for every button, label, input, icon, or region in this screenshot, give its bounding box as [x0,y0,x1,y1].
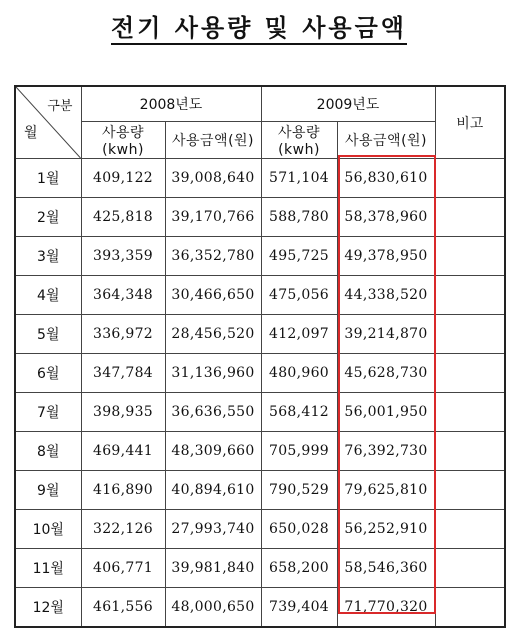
month-cell: 10월 [15,510,81,549]
amount-2008-header: 사용금액(원) [165,122,261,159]
remarks-header: 비고 [435,86,505,159]
remarks-cell [435,393,505,432]
usage-2009-cell: 705,999 [261,432,337,471]
usage-2008-header: 사용량(kwh) [81,122,165,159]
usage-2009-cell: 739,404 [261,588,337,628]
table-row [15,198,505,237]
amount-2008-cell: 31,136,960 [165,354,261,393]
month-cell: 4월 [15,276,81,315]
amount-2008-cell: 48,000,650 [165,588,261,628]
remarks-cell [435,276,505,315]
table-row [15,549,505,588]
usage-2008-cell: 469,441 [81,432,165,471]
table-row [15,471,505,510]
table-row [15,393,505,432]
amount-2009-header: 사용금액(원) [337,122,435,159]
month-cell: 3월 [15,237,81,276]
year-2008-header: 2008년도 [81,86,261,122]
table-row [15,237,505,276]
amount-2008-cell: 30,466,650 [165,276,261,315]
header-row-years [15,86,505,122]
amount-2008-cell: 39,008,640 [165,159,261,198]
remarks-cell [435,588,505,628]
table-row [15,354,505,393]
year-2009-header: 2009년도 [261,86,435,122]
month-cell: 5월 [15,315,81,354]
usage-2009-cell: 790,529 [261,471,337,510]
remarks-cell [435,510,505,549]
month-cell: 9월 [15,471,81,510]
remarks-cell [435,354,505,393]
usage-2008-cell: 409,122 [81,159,165,198]
amount-2009-cell: 56,252,910 [337,510,435,549]
usage-2009-cell: 412,097 [261,315,337,354]
page-title: 전기 사용량 및 사용금액 [0,8,518,43]
usage-2008-cell: 416,890 [81,471,165,510]
corner-label-month: 월 [24,125,38,141]
usage-2009-cell: 495,725 [261,237,337,276]
usage-2008-cell: 425,818 [81,198,165,237]
amount-2008-cell: 36,636,550 [165,393,261,432]
remarks-cell [435,237,505,276]
usage-2009-header: 사용량(kwh) [261,122,337,159]
corner-header-cell [15,86,81,159]
usage-2008-cell: 336,972 [81,315,165,354]
remarks-cell [435,432,505,471]
table-body [15,159,505,628]
table-row [15,588,505,628]
amount-2008-cell: 36,352,780 [165,237,261,276]
usage-2008-cell: 461,556 [81,588,165,628]
remarks-cell [435,198,505,237]
amount-2008-cell: 39,981,840 [165,549,261,588]
usage-2008-cell: 322,126 [81,510,165,549]
usage-2009-cell: 658,200 [261,549,337,588]
amount-2008-cell: 48,309,660 [165,432,261,471]
usage-2008-cell: 347,784 [81,354,165,393]
amount-2009-cell: 71,770,320 [337,588,435,628]
usage-2009-cell: 568,412 [261,393,337,432]
table-row [15,276,505,315]
amount-2009-cell: 56,001,950 [337,393,435,432]
amount-2009-cell: 45,628,730 [337,354,435,393]
usage-2008-cell: 393,359 [81,237,165,276]
table-row [15,159,505,198]
table-row [15,510,505,549]
month-cell: 12월 [15,588,81,628]
month-cell: 7월 [15,393,81,432]
amount-2008-cell: 40,894,610 [165,471,261,510]
usage-2009-cell: 571,104 [261,159,337,198]
usage-2009-cell: 650,028 [261,510,337,549]
amount-2008-cell: 39,170,766 [165,198,261,237]
remarks-cell [435,471,505,510]
month-cell: 2월 [15,198,81,237]
month-cell: 6월 [15,354,81,393]
usage-2008-cell: 364,348 [81,276,165,315]
table-row [15,315,505,354]
month-cell: 8월 [15,432,81,471]
usage-2008-cell: 398,935 [81,393,165,432]
amount-2009-cell: 49,378,950 [337,237,435,276]
amount-2009-cell: 44,338,520 [337,276,435,315]
remarks-cell [435,549,505,588]
usage-2008-cell: 406,771 [81,549,165,588]
amount-2008-cell: 27,993,740 [165,510,261,549]
corner-label-category: 구분 [47,99,73,114]
amount-2009-cell: 76,392,730 [337,432,435,471]
table-row [15,432,505,471]
remarks-cell [435,159,505,198]
amount-2009-cell: 58,378,960 [337,198,435,237]
usage-table [14,85,506,628]
header-row-columns [15,122,505,159]
amount-2009-cell: 56,830,610 [337,159,435,198]
usage-2009-cell: 588,780 [261,198,337,237]
month-cell: 11월 [15,549,81,588]
amount-2009-cell: 79,625,810 [337,471,435,510]
usage-2009-cell: 480,960 [261,354,337,393]
amount-2009-cell: 39,214,870 [337,315,435,354]
amount-2008-cell: 28,456,520 [165,315,261,354]
month-cell: 1월 [15,159,81,198]
amount-2009-cell: 58,546,360 [337,549,435,588]
usage-2009-cell: 475,056 [261,276,337,315]
remarks-cell [435,315,505,354]
